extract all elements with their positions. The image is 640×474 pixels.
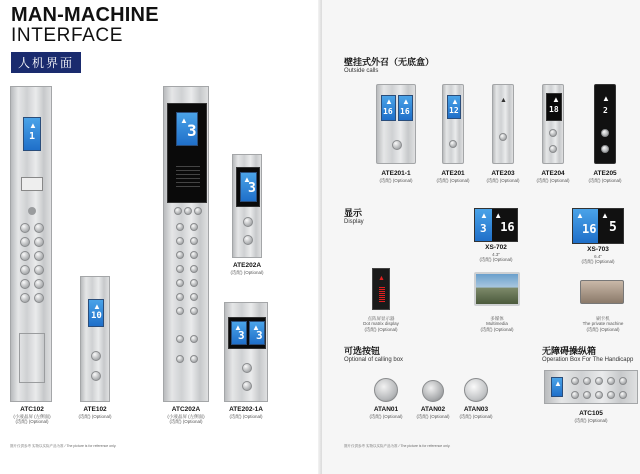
right-footnote: 图片仅供参考 实物以实际产品为准 / The picture is for reference only.	[344, 444, 451, 448]
display-subtitle: Display	[344, 219, 364, 225]
up-call-button[interactable]	[549, 129, 557, 137]
up-arrow-icon: ▲	[500, 97, 507, 104]
floor-button[interactable]	[190, 237, 198, 245]
floor-button[interactable]	[190, 223, 198, 231]
atc102-panel	[10, 86, 52, 402]
section-badge: 人机界面	[11, 52, 81, 73]
outside-calls-title: 壁挂式外召（无底盒）	[344, 57, 435, 67]
ate202a-floor: 3	[248, 181, 256, 196]
buttons-title: 可选按钮	[344, 346, 381, 356]
floor-button[interactable]	[190, 293, 198, 301]
atan01-button[interactable]	[374, 378, 398, 402]
ate201-caption: ATE201 (选配) (Optional)	[436, 170, 470, 183]
ate102-panel	[80, 276, 110, 402]
multimedia-caption: 多媒体 Multimedia (选配) (Optional)	[480, 316, 514, 332]
red-arrow-icon: ▲	[378, 275, 385, 282]
floor-button[interactable]	[20, 237, 30, 247]
floor-button[interactable]	[583, 391, 591, 399]
floor-button[interactable]	[34, 223, 44, 233]
atc102-keyhole-icon	[28, 207, 36, 215]
floor-button[interactable]	[194, 207, 202, 215]
ate205-panel: ▲ 2	[594, 84, 616, 164]
ate2021a-caption: ATE202-1A (选配) (Optional)	[229, 406, 263, 419]
atc102-button-grid	[16, 223, 48, 323]
ate202a-panel	[232, 154, 262, 258]
up-arrow-icon: ▲	[93, 302, 101, 311]
xs703-caption: XS-703 6.4" (选配) (Optional)	[581, 246, 615, 265]
ate202a-display	[240, 172, 257, 202]
floor-button[interactable]	[174, 207, 182, 215]
floor-button[interactable]	[176, 223, 184, 231]
atc202a-screen-frame	[167, 103, 207, 203]
ate2021a-display-b: ▲ 3	[249, 321, 265, 345]
atc202a-panel	[163, 86, 209, 402]
floor-button[interactable]	[190, 279, 198, 287]
ate102-display	[88, 299, 104, 327]
atc102-caption: ATC102 (小液晶屏 (左侧面) (选配) (Optional)	[13, 406, 51, 425]
ate2011-display-b: ▲ 16	[398, 95, 413, 121]
call-button[interactable]	[190, 355, 198, 363]
floor-button[interactable]	[176, 307, 184, 315]
atc102-display	[23, 117, 41, 151]
page-title: MAN-MACHINE	[11, 4, 159, 26]
floor-button[interactable]	[595, 377, 603, 385]
floor-button[interactable]	[34, 251, 44, 261]
door-close-button[interactable]	[190, 335, 198, 343]
floor-button[interactable]	[595, 391, 603, 399]
floor-button[interactable]	[176, 293, 184, 301]
atan03-caption: ATAN03 (选配) (Optional)	[459, 406, 493, 419]
xs703-screen: ▲ 16 ▲ 5	[572, 208, 624, 244]
up-arrow-icon: ▲	[554, 379, 562, 388]
floor-button[interactable]	[20, 265, 30, 275]
up-arrow-icon: ▲	[494, 211, 503, 220]
up-call-button[interactable]	[601, 129, 609, 137]
atan01-caption: ATAN01 (选配) (Optional)	[369, 406, 403, 419]
floor-button[interactable]	[619, 377, 627, 385]
private-machine-caption: 刷卡机 The private machine (选配) (Optional)	[582, 316, 624, 332]
floor-button[interactable]	[20, 279, 30, 289]
call-button[interactable]	[499, 133, 507, 141]
ate204-caption: ATE204 (选配) (Optional)	[536, 170, 570, 183]
down-call-button[interactable]	[549, 145, 557, 153]
floor-button[interactable]	[184, 207, 192, 215]
down-call-button[interactable]	[601, 145, 609, 153]
up-arrow-icon: ▲	[29, 121, 37, 130]
atan02-caption: ATAN02 (选配) (Optional)	[416, 406, 450, 419]
ate2021a-display-a: ▲ 3	[231, 321, 247, 345]
ate202a-screen-frame	[236, 167, 260, 207]
xs702-screen: ▲ 3 ▲ 16	[474, 208, 518, 242]
floor-button[interactable]	[20, 293, 30, 303]
floor-button[interactable]	[176, 251, 184, 259]
up-arrow-icon: ▲	[601, 211, 609, 220]
floor-button[interactable]	[607, 391, 615, 399]
atc202a-display	[176, 112, 198, 146]
atc202a-button-grid	[168, 207, 206, 387]
atc102-info-strip	[21, 177, 43, 191]
atc105-caption: ATC105 (选配) (Optional)	[574, 410, 608, 423]
ate2021a-screen-frame	[228, 317, 266, 349]
ate102-caption: ATE102 (选配) (Optional)	[78, 406, 112, 419]
floor-button[interactable]	[34, 279, 44, 289]
ate201-display: ▲ 12	[447, 95, 461, 119]
up-arrow-icon: ▲	[602, 94, 610, 103]
dot-matrix-caption: 点阵屏显示器 Dot matrix display (选配) (Optional)	[363, 316, 399, 332]
floor-button[interactable]	[571, 377, 579, 385]
floor-button[interactable]	[583, 377, 591, 385]
ate204-display: ▲ 18	[546, 93, 562, 121]
floor-button[interactable]	[607, 377, 615, 385]
handicap-title: 无障碍操纵箱	[542, 346, 597, 356]
xs702-caption: XS-702 4.3" (选配) (Optional)	[479, 244, 513, 263]
up-call-button[interactable]	[243, 217, 253, 227]
outside-calls-subtitle: Outside calls	[344, 68, 379, 74]
floor-button[interactable]	[34, 293, 44, 303]
atc102-service-cover	[19, 333, 45, 383]
dot-matrix-display	[372, 268, 390, 310]
floor-button[interactable]	[20, 223, 30, 233]
atc202a-caption: ATC202A (小液晶屏 (左侧面) (选配) (Optional)	[167, 406, 205, 425]
ate201-panel	[442, 84, 464, 164]
ate204-panel	[542, 84, 564, 164]
floor-button[interactable]	[190, 265, 198, 273]
ate2011-display-a: ▲ 16	[381, 95, 396, 121]
floor-button[interactable]	[176, 265, 184, 273]
down-call-button[interactable]	[242, 381, 252, 391]
multimedia-screen	[474, 272, 520, 306]
buttons-subtitle: Optional of calling box	[344, 357, 404, 363]
red-digit	[379, 287, 385, 303]
call-button[interactable]	[392, 140, 402, 150]
floor-button[interactable]	[176, 279, 184, 287]
up-arrow-icon: ▲	[234, 323, 242, 332]
up-arrow-icon: ▲	[385, 97, 393, 106]
floor-button[interactable]	[176, 237, 184, 245]
up-arrow-icon: ▲	[180, 116, 188, 125]
atc202a-floor: 3	[187, 121, 197, 140]
floor-button[interactable]	[34, 237, 44, 247]
floor-button[interactable]	[190, 251, 198, 259]
alarm-button[interactable]	[176, 355, 184, 363]
down-call-button[interactable]	[91, 371, 101, 381]
up-arrow-icon: ▲	[480, 211, 488, 220]
call-button[interactable]	[449, 140, 457, 148]
display-title: 显示	[344, 208, 363, 218]
up-arrow-icon: ▲	[252, 323, 260, 332]
ate203-caption: ATE203 (选配) (Optional)	[486, 170, 520, 183]
atc105-panel	[544, 370, 638, 404]
up-arrow-icon: ▲	[552, 95, 560, 104]
left-footnote: 图片仅供参考 实物以实际产品为准 / The picture is for reference only.	[10, 444, 117, 448]
up-arrow-icon: ▲	[243, 175, 251, 184]
atan02-button[interactable]	[422, 380, 444, 402]
floor-button[interactable]	[20, 251, 30, 261]
ate203-panel	[492, 84, 514, 164]
door-open-button[interactable]	[176, 335, 184, 343]
floor-button[interactable]	[619, 391, 627, 399]
floor-button[interactable]	[34, 265, 44, 275]
atan03-button[interactable]	[464, 378, 488, 402]
ate2011-panel	[376, 84, 416, 164]
down-call-button[interactable]	[243, 235, 253, 245]
ate2011-caption: ATE201-1 (选配) (Optional)	[379, 170, 413, 183]
right-page	[322, 0, 640, 474]
ate205-caption: ATE205 (选配) (Optional)	[588, 170, 622, 183]
ate202a-caption: ATE202A (选配) (Optional)	[230, 262, 264, 275]
private-machine	[580, 280, 624, 304]
ate2021a-panel	[224, 302, 268, 402]
atc105-display	[551, 377, 563, 397]
up-arrow-icon: ▲	[576, 211, 584, 220]
ate102-floor: 10	[91, 311, 102, 321]
up-call-button[interactable]	[91, 351, 101, 361]
up-arrow-icon: ▲	[402, 97, 410, 106]
page-subtitle: INTERFACE	[11, 25, 124, 46]
up-arrow-icon: ▲	[451, 97, 459, 106]
floor-button[interactable]	[190, 307, 198, 315]
floor-button[interactable]	[571, 391, 579, 399]
atc102-floor: 1	[29, 131, 36, 142]
up-call-button[interactable]	[242, 363, 252, 373]
handicap-subtitle: Operation Box For The Handicapp	[542, 357, 634, 363]
atc202a-info-text	[176, 166, 200, 188]
